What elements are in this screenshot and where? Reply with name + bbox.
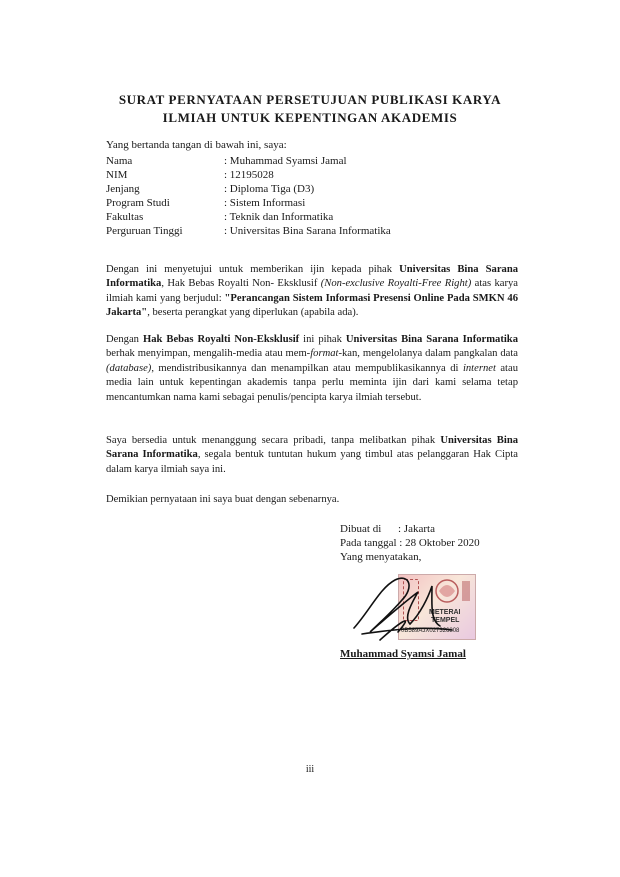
identity-label: Fakultas — [106, 211, 144, 223]
document-title — [0, 91, 620, 127]
identity-row-nim — [106, 168, 391, 182]
text-run: atas karya ilmiah kami yang berjudul: — [106, 278, 518, 304]
handwritten-signature — [340, 570, 490, 648]
identity-value: : Teknik dan Informatika — [224, 211, 334, 223]
identity-label: Jenjang — [106, 183, 140, 195]
identity-label: Nama — [106, 155, 133, 167]
paragraph-liability — [106, 434, 518, 477]
date-line: Pada tanggal : 28 Oktober 2020 — [340, 537, 480, 549]
title-line-1: SURAT PERNYATAAN PERSETUJUAN PUBLIKASI KARYA — [118, 92, 502, 107]
text-run: Saya bersedia untuk menanggung secara pribadi, tanpa melibatkan pihak — [106, 435, 441, 446]
thesis-title: "Perancangan Sistem Informasi Presensi Online Pada SMKN 46 Jakarta" — [106, 292, 519, 319]
identity-value: : Sistem Informasi — [224, 197, 306, 209]
page-number: iii — [305, 764, 315, 775]
bold-run: Universitas Bina Sarana Informatika — [106, 435, 519, 461]
text-run: , beserta perangkat yang diperlukan (apabila ada). — [147, 307, 359, 319]
text-run: , segala bentuk tuntutan hukum yang timbul atas pelanggaran Hak Cipta dalam karya ilmiah saya ini. — [106, 449, 518, 475]
text-run: ini pihak — [299, 334, 346, 345]
bold-run: Universitas Bina Sarana Informatika — [106, 264, 519, 290]
signature-block — [340, 522, 480, 564]
signer-name: Muhammad Syamsi Jamal — [340, 648, 466, 660]
identity-label: NIM — [106, 169, 128, 181]
stamp-serial: 0B589AJX027326808 — [401, 628, 460, 634]
identity-table — [106, 154, 391, 238]
identity-label: Program Studi — [106, 197, 170, 209]
identity-row-jenjang — [106, 182, 391, 196]
text-run: Dengan ini menyetujui untuk memberikan ijin kepada pihak — [106, 264, 400, 275]
text-run: Dengan — [106, 334, 143, 345]
bold-run: Hak Bebas Royalti Non-Eksklusif — [142, 334, 300, 345]
intro-text: Yang bertanda tangan di bawah ini, saya: — [106, 139, 287, 151]
place-row — [340, 522, 480, 536]
identity-row-perguruan — [106, 224, 391, 238]
identity-label: Perguruan Tinggi — [106, 225, 183, 237]
italic-run: (database) — [106, 362, 152, 374]
italic-run: internet — [462, 362, 496, 374]
paragraph-consent — [106, 263, 518, 321]
identity-value: : 12195028 — [224, 169, 274, 181]
text-run: , mendistribusikannya dan menampilkan atau mempublikasikannya di — [151, 362, 463, 374]
closing-line: Yang menyatakan, — [340, 551, 422, 563]
paragraph-closing: Demikian pernyataan ini saya buat dengan sebenarnya. — [106, 494, 340, 505]
text-run: atau media lain untuk kepentingan akademis tanpa perlu meminta ijin dari kami selama tetap mencantumkan nama kami sebagai penulis/pencipta karya ilmiah tersebut. — [106, 362, 518, 403]
stamp-text-tempel: TEMPEL — [431, 617, 460, 624]
text-run: berhak menyimpan, mengalih-media atau mem- — [106, 348, 311, 360]
identity-row-name — [106, 154, 391, 168]
identity-row-fakultas — [106, 210, 391, 224]
paragraph-rights — [106, 333, 518, 405]
text-run: , Hak Bebas Royalti Non- Eksklusif — [161, 278, 321, 290]
place-value: : Jakarta — [398, 523, 435, 535]
text-run: -kan, mengelolanya dalam pangkalan data — [338, 348, 518, 360]
stamp-text-meterai: METERAI — [429, 609, 461, 616]
italic-run: (Non-exclusive Royalti-Free Right) — [320, 278, 472, 290]
italic-run: format — [310, 348, 339, 360]
identity-value: : Diploma Tiga (D3) — [224, 183, 315, 195]
bold-run: Universitas Bina Sarana Informatika — [345, 334, 518, 345]
identity-value: : Muhammad Syamsi Jamal — [224, 155, 347, 167]
identity-row-program — [106, 196, 391, 210]
title-line-2: ILMIAH UNTUK KEPENTINGAN AKADEMIS — [162, 110, 458, 125]
place-label: Dibuat di — [340, 523, 382, 535]
identity-value: : Universitas Bina Sarana Informatika — [224, 225, 391, 237]
